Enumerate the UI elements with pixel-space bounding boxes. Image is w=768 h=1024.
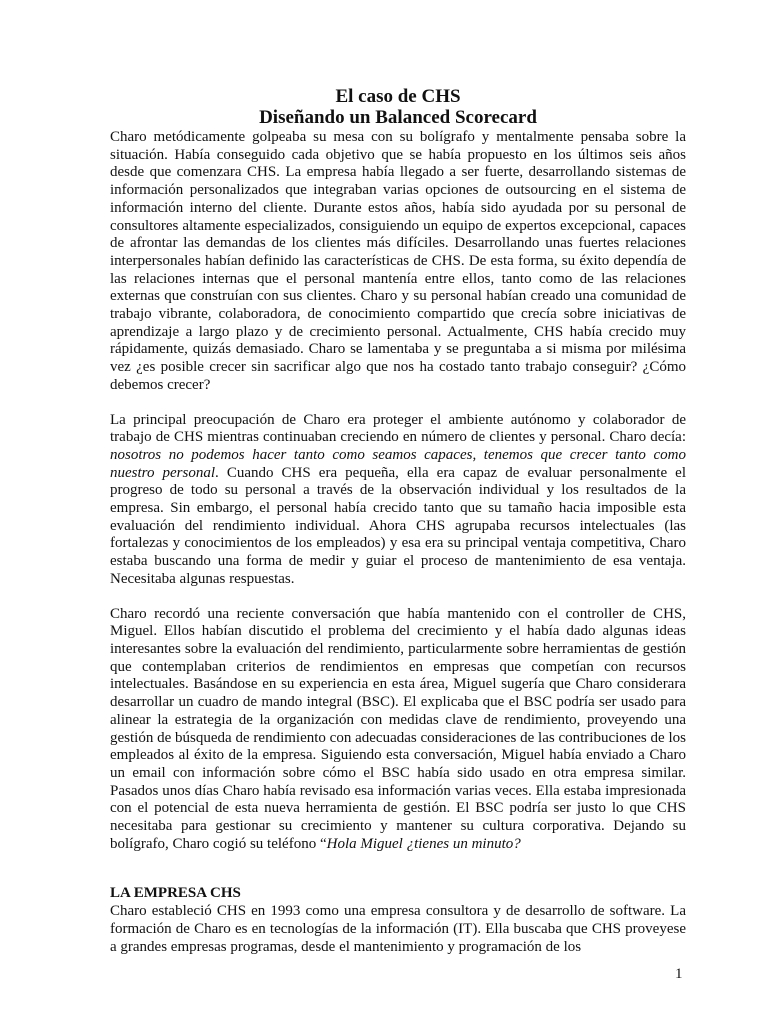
section-heading: LA EMPRESA CHS bbox=[110, 885, 241, 902]
italic-text: Hola Miguel ¿tienes un minuto? bbox=[326, 835, 521, 852]
text-run: Charo metódicamente golpeaba su mesa con su bolígrafo y mentalmente pensaba sobre la situación. Había conseguido cada objetivo que se había propuesto en los últimos seis años desde que comenzara CHS. La empresa había llegado a ser fuerte, desarrollando sistemas de información personalizados que integraban varias opciones de outsourcing en el sistema de información interno del cliente. Durante estos años, había sido ayudada por su personal de consultores altamente especializados, consiguiendo un equipo de expertos excepcional, capaces de afrontar las demandas de los clientes más difíciles. Desarrollando unas fuertes relaciones interpersonales habían definido las características de CHS. De esta forma, su éxito dependía de las relaciones internas que el personal mantenía entre ellos, tanto como de las relaciones externas que construían con sus clientes. Charo y su personal habían creado una comunidad de trabajo vibrante, colaboradora, de conocimiento compartido que crecía sobre iniciativas de aprendizaje a largo plazo y de crecimiento personal. Actualmente, CHS había crecido muy rápidamente, quizás demasiado. Charo se lamentaba y se preguntaba a si misma por milésima vez ¿es posible crecer sin sacrificar algo que nos ha costado tanto trabajo conseguir? ¿Cómo debemos crecer? bbox=[110, 129, 686, 393]
text-run: . Cuando CHS era pequeña, ella era capaz de evaluar personalmente el progreso de todo su personal a través de la observación individual y los resultados de la empresa. Sin embargo, el personal había crecido tanto que su tamaño hacia imposible esta evaluación del rendimiento individual. Ahora CHS agrupaba recursos intelectuales (las fortalezas y conocimientos de los empleados) y esa era su principal ventaja competitiva, Charo estaba buscando una forma de medir y guiar el proceso de mantenimiento de esa ventaja. Necesitaba algunas respuestas. bbox=[110, 464, 686, 587]
paragraph-2 bbox=[110, 412, 686, 589]
section-paragraph-1 bbox=[110, 903, 686, 956]
text-run: Charo estableció CHS en 1993 como una empresa consultora y de desarrollo de software. La formación de Charo es en tecnologías de la información (IT). Ella buscaba que CHS proveyese a grandes empresas programas, desde el mantenimiento y programación de los bbox=[110, 903, 686, 955]
text-run: La principal preocupación de Charo era proteger el ambiente autónomo y colaborador de trabajo de CHS mientras continuaban creciendo en número de clientes y personal. Charo decía: bbox=[110, 411, 686, 446]
paragraph-3 bbox=[110, 606, 686, 854]
document-subtitle: Diseñando un Balanced Scorecard bbox=[259, 107, 537, 128]
text-run: Charo recordó una reciente conversación que había mantenido con el controller de CHS, Miguel. Ellos habían discutido el problema del crecimiento y el había dado algunas ideas interesantes sobre la evaluación del rendimiento, particularmente sobre herramientas de gestión que contemplaban criterios de rendimientos en empresas que competían con recursos intelectuales. Basándose en su experiencia en esta área, Miguel sugería que Charo considerara desarrollar un cuadro de mando integral (BSC). El explicaba que el BSC podría ser usado para alinear la estrategia de la organización con medidas clave de rendimiento, proveyendo una gestión de búsqueda de rendimiento con adecuadas consideraciones de las contribuciones de los empleados al éxito de la empresa. Siguiendo esta conversación, Miguel había enviado a Charo un email con información sobre cómo el BSC había sido usado en otra empresa similar. Pasados unos días Charo había revisado esa información varias veces. Ella estaba impresionada con el potencial de esta nueva herramienta de gestión. El BSC podría ser justo lo que CHS necesitaba para gestionar su crecimiento y mantener su cultura corporativa. Dejando su bolígrafo, Charo cogió su teléfono “ bbox=[110, 605, 686, 852]
italic-text: nosotros no podemos hacer tanto como seamos capaces, tenemos que crecer tanto como nuestro personal bbox=[110, 446, 686, 481]
paragraph-1 bbox=[110, 129, 686, 395]
page-number: 1 bbox=[675, 966, 683, 982]
document-page bbox=[110, 86, 686, 957]
body-text bbox=[110, 129, 686, 853]
document-title: El caso de CHS bbox=[335, 86, 461, 107]
